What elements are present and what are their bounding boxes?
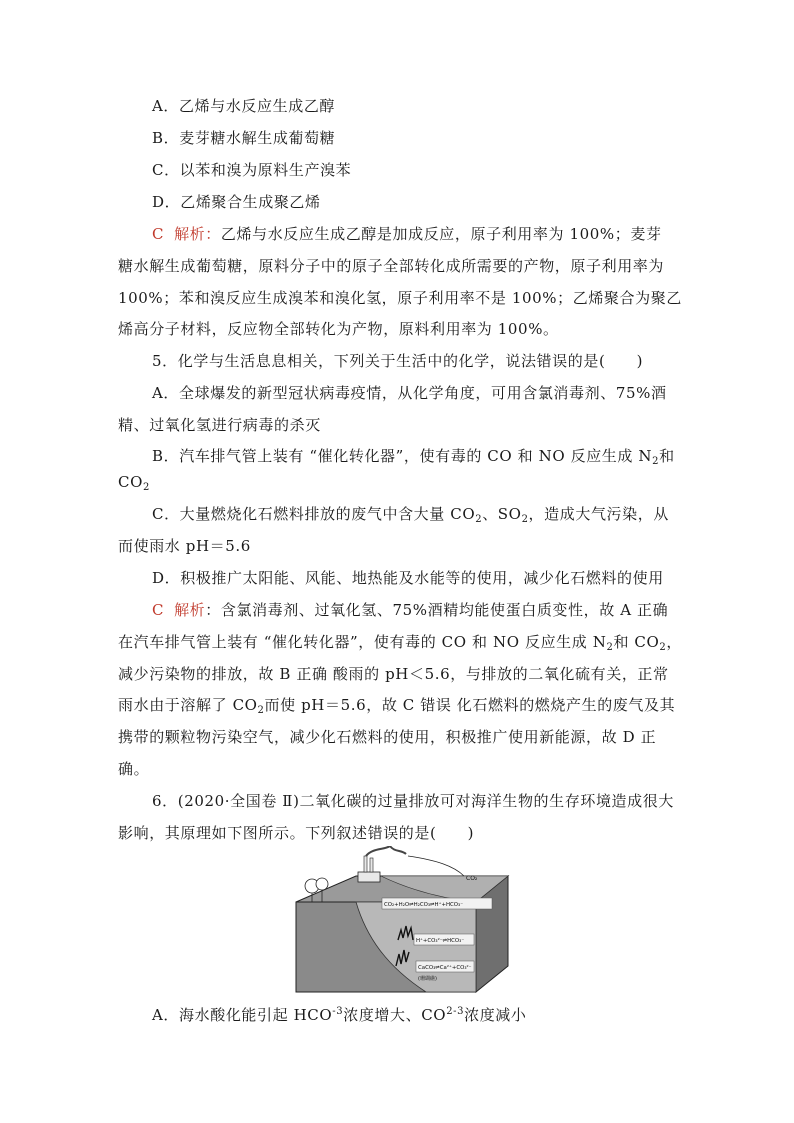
co2-label: CO₂	[466, 875, 478, 882]
subscript: 2	[257, 705, 265, 716]
q5-option-c-line-2: 而使雨水 pH＝5.6	[118, 537, 251, 555]
subscript: 2	[606, 642, 614, 653]
chimney-icon	[370, 858, 373, 872]
q4-option-a: A．乙烯与水反应生成乙醇	[152, 97, 336, 115]
q5-answer-mark: C	[152, 601, 165, 619]
factory-icon	[358, 872, 380, 882]
q5-option-b-line-1	[152, 445, 675, 467]
q6-stem-line-1: 6．(2020·全国卷 Ⅱ)二氧化碳的过量排放可对海洋生物的生存环境造成很大	[152, 792, 674, 810]
tree-icon	[316, 878, 328, 890]
ocean-co2-diagram	[286, 846, 516, 996]
equation-1: CO₂+H₂O⇌H₂CO₃⇌H⁺+HCO₃⁻	[384, 902, 464, 908]
q5-option-a-line-2: 精、过氧化氢进行病毒的杀灭	[118, 416, 321, 434]
q5-analysis-text: ：含氯消毒剂、过氧化氢、75%酒精均能使蛋白质变性，故 A 正确	[205, 601, 669, 619]
q5-analysis-line-3: 减少污染物的排放，故 B 正确 酸雨的 pH＜5.6，与排放的二氧化硫有关，正常	[118, 665, 669, 683]
q5-analysis-line-6: 确。	[118, 760, 150, 778]
q5-option-c-line-1	[152, 503, 669, 525]
q5-option-d: D．积极推广太阳能、风能、地热能及水能等的使用，减少化石燃料的使用	[152, 569, 664, 587]
equation-2: H⁺+CO₃²⁻⇌HCO₃⁻	[416, 938, 465, 944]
q5-analysis-4b: 而使 pH＝5.6，故 C 错误 化石燃料的燃烧产生的废气及其	[264, 696, 676, 714]
q5-analysis-line-5: 携带的颗粒物污染空气，减少化石燃料的使用，积极推广使用新能源，故 D 正	[118, 728, 657, 746]
subscript: 2	[475, 514, 483, 525]
q5-option-c-tail: ，造成大气污染，从	[528, 505, 669, 523]
q6-stem-line-2: 影响，其原理如下图所示。下列叙述错误的是( )	[118, 824, 475, 842]
q4-analysis-line-3: 100%；苯和溴反应生成溴苯和溴化氢，原子利用率不是 100%；乙烯聚合为聚乙	[118, 289, 682, 307]
q5-option-c-text: C．大量燃烧化石燃料排放的废气中含大量 CO	[152, 505, 476, 523]
superscript: 2-3	[446, 1006, 465, 1017]
q6-option-a-mid: 浓度增大、CO	[343, 1006, 447, 1024]
equation-3: CaCO₃⇌Ca²⁺+CO₃²⁻	[418, 965, 472, 971]
subscript: 2	[142, 482, 150, 493]
q6-option-a-tail: 浓度减小	[464, 1006, 527, 1024]
q4-analysis-line-4: 烯高分子材料，反应物全部转化为产物，原料利用率为 100%。	[118, 320, 559, 338]
q4-option-d: D．乙烯聚合生成聚乙烯	[152, 193, 321, 211]
q5-analysis-2c: ，	[666, 633, 682, 651]
q5-option-b-text: B．汽车排气管上装有 “催化转化器”，使有毒的 CO 和 NO 反应生成 N	[152, 447, 653, 465]
q5-analysis-2a: 在汽车排气管上装有 “催化转化器”，使有毒的 CO 和 NO 反应生成 N	[118, 633, 607, 651]
superscript: -3	[332, 1006, 344, 1017]
q6-option-a-text: A．海水酸化能引起 HCO	[152, 1006, 333, 1024]
q5-analysis-line-2	[118, 631, 682, 653]
q5-analysis-label: 解析	[174, 601, 206, 619]
q5-option-b-co: CO	[118, 473, 143, 491]
q5-analysis-4a: 雨水由于溶解了 CO	[118, 696, 258, 714]
subscript: 2	[659, 642, 667, 653]
q6-option-a	[152, 1004, 527, 1026]
q5-analysis-line-1	[152, 599, 668, 621]
subscript: 2	[652, 456, 660, 467]
q4-analysis-text: 乙烯与水反应生成乙醇是加成反应，原子利用率为 100%；麦芽	[220, 225, 662, 243]
coral-label: (珊瑚礁)	[418, 976, 437, 982]
q4-analysis-label: 解析：	[174, 225, 221, 243]
q5-option-a-line-1: A．全球爆发的新型冠状病毒疫情，从化学角度，可用含氯消毒剂、75%酒	[152, 384, 667, 402]
q4-option-b: B．麦芽糖水解生成葡萄糖	[152, 129, 336, 147]
subscript: 2	[521, 514, 529, 525]
chimney-icon	[364, 856, 367, 872]
q5-option-b-tail: 和	[659, 447, 675, 465]
q4-answer-mark: C	[152, 225, 165, 243]
q5-option-c-so: 、SO	[482, 505, 522, 523]
q4-analysis-line-1	[152, 223, 662, 245]
q5-stem: 5．化学与生活息息相关，下列关于生活中的化学，说法错误的是( )	[152, 352, 644, 370]
arrow-icon	[408, 856, 464, 876]
q5-option-b-line-2	[118, 471, 150, 493]
q5-analysis-2b: 和 CO	[613, 633, 660, 651]
q4-analysis-line-2: 糖水解生成葡萄糖，原料分子中的原子全部转化成所需要的产物，原子利用率为	[118, 257, 665, 275]
smoke-icon	[366, 846, 406, 856]
q5-analysis-line-4	[118, 694, 675, 716]
q4-option-c: C．以苯和溴为原料生产溴苯	[152, 161, 352, 179]
